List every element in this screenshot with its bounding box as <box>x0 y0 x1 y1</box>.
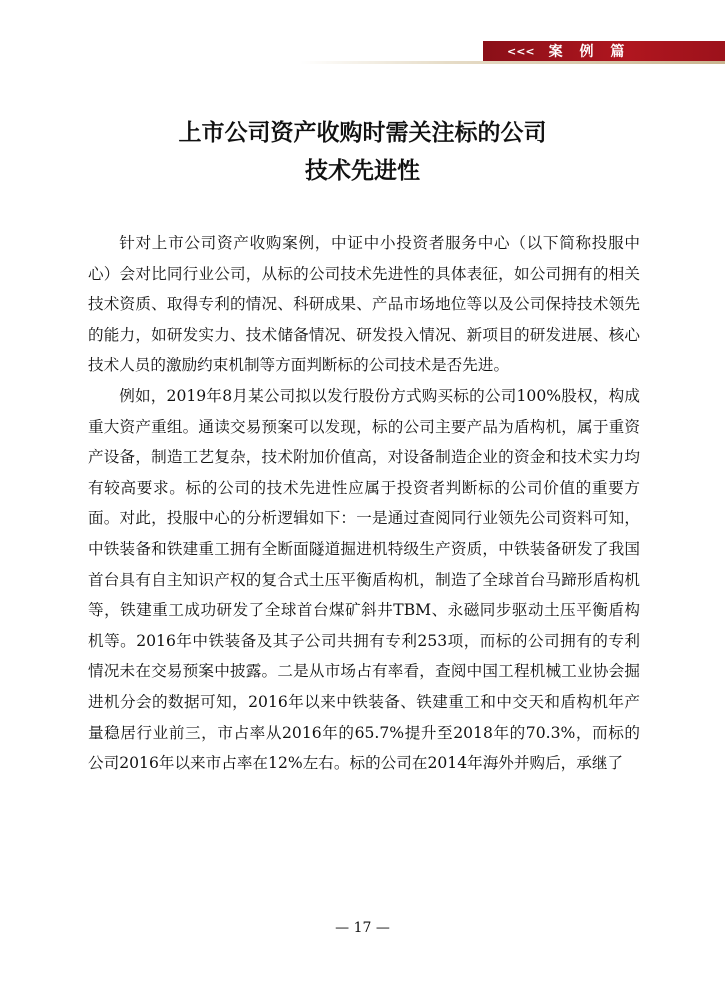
page-number: — 17 — <box>335 920 390 936</box>
title-line-1: 上市公司资产收购时需关注标的公司 <box>178 120 547 146</box>
article-body <box>88 228 640 779</box>
section-label: 案 例 篇 <box>548 44 631 60</box>
title-line-2: 技术先进性 <box>305 158 420 184</box>
paragraph-2: 例如，2019年8月某公司拟以发行股份方式购买标的公司100%股权，构成重大资产重组。通读交易预案可以发现，标的公司主要产品为盾构机，属于重资产设备，制造工艺复杂，技术附加价值高，对设备制造企业的资金和技术实力均有较高要求。标的公司的技术先进性应属于投资者判断标的公司价值的重要方面。对此，投服中心的分析逻辑如下：一是通过查阅同行业领先公司资料可知，中铁装备和铁建重工拥有全断面隧道掘进机特级生产资质，中铁装备研发了我国首台具有自主知识产权的复合式土压平衡盾构机，制造了全球首台马蹄形盾构机等，铁建重工成功研发了全球首台煤矿斜井TBM、永磁同步驱动土压平衡盾构机等。2016年中铁装备及其子公司共拥有专利253项，而标的公司拥有的专利情况未在交易预案中披露。二是从市场占有率看，查阅中国工程机械工业协会掘进机分会的数据可知，2016年以来中铁装备、铁建重工和中交天和盾构机年产量稳居行业前三，市占率从2016年的65.7%提升至2018年的70.3%，而标的公司2016年以来市占率在12%左右。标的公司在2014年海外并购后，承继了 <box>88 386 640 773</box>
header-rule <box>300 61 725 64</box>
section-header-tab <box>483 41 725 61</box>
paragraph-1: 针对上市公司资产收购案例，中证中小投资者服务中心（以下简称投服中心）会对比同行业公司，从标的公司技术先进性的具体表征，如公司拥有的相关技术资质、取得专利的情况、科研成果、产品市场地位等以及公司保持技术领先的能力，如研发实力、技术储备情况、研发投入情况、新项目的研发进展、核心技术人员的激励约束机制等方面判断标的公司技术是否先进。 <box>88 234 640 375</box>
article-title <box>0 114 725 190</box>
arrows-icon: <<< <box>507 44 535 58</box>
